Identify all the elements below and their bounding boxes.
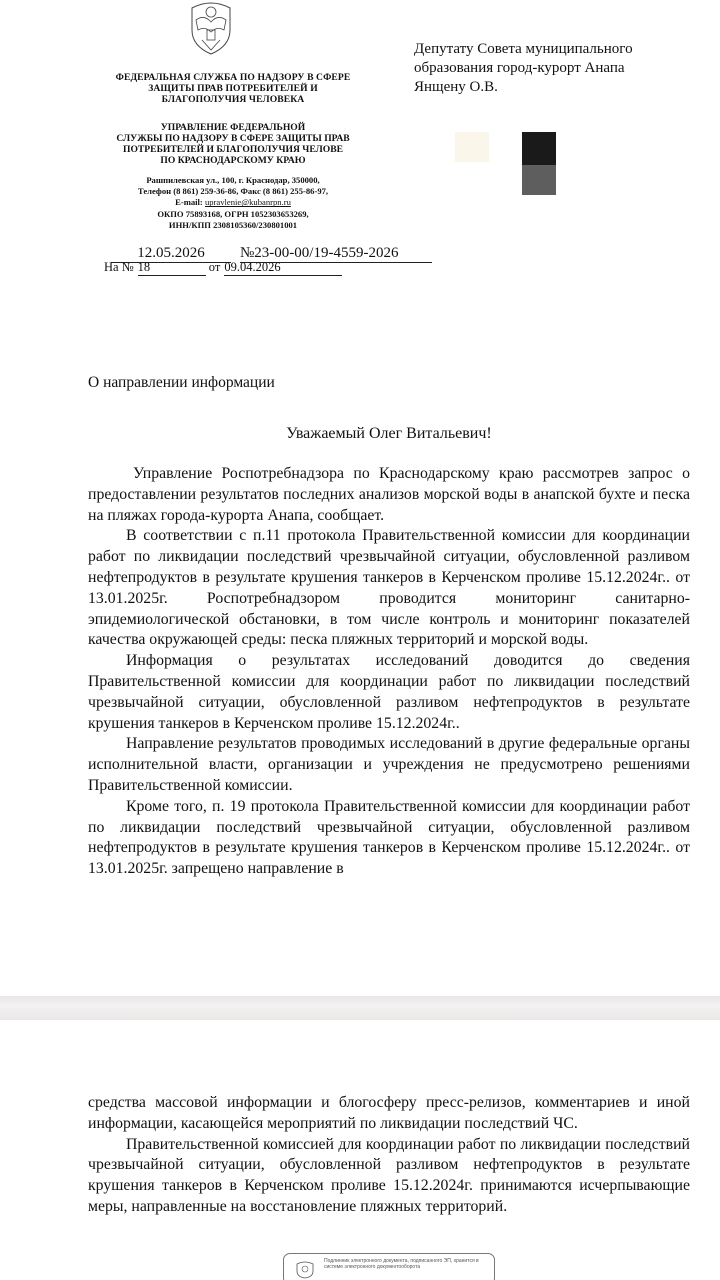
redaction-mark: [522, 165, 556, 195]
stamp-text: Подлинник электронного документа, подписанного ЭП, хранится в системе электронного документооборота: [324, 1258, 479, 1270]
redaction-mark: [455, 132, 489, 162]
reference-row: [104, 260, 342, 276]
department-line: ПОТРЕБИТЕЛЕЙ И БЛАГОПОЛУЧИЯ ЧЕЛОВЕ: [122, 144, 344, 155]
ref-number: 18: [138, 260, 206, 276]
recipient-block: [414, 40, 714, 97]
redaction-mark: [522, 132, 556, 165]
paragraph: Кроме того, п. 19 протокола Правительственной комиссии для координации работ по ликвидации последствий чрезвычайной ситуации, обусловленной разливом нефтепродуктов в результате крушения танкеров в Керченском проливе 15.12.2024г.. от 13.01.2025г. запрещено направление в: [88, 797, 690, 878]
paragraph: В соответствии с п.11 протокола Правительственной комиссии для координации работ по ликвидации последствий чрезвычайной ситуации, обусловленной разливом нефтепродуктов в результате крушения танкеров в Керченском проливе 15.12.2024г.. от 13.01.2025г. Роспотребнадзором проводится мониторинг санитарно-эпидемиологической обстановки, в том числе контроль и мониторинг показателей качества окружающей среды: песка пляжных территорий и морской воды.: [88, 527, 690, 649]
letter-body-page-2: [88, 1093, 690, 1218]
recipient-line: образования город-курорт Анапа: [414, 60, 625, 76]
recipient-line: Депутату Совета муниципального: [414, 41, 633, 57]
paragraph: средства массовой информации и блогосферу пресс-релизов, комментариев и иной информации, касающейся мероприятий по ликвидации последствий ЧС.: [88, 1094, 690, 1132]
email-link[interactable]: upravlenie@kubanrpn.ru: [204, 197, 291, 208]
paragraph: Управление Роспотребнадзора по Краснодарскому краю рассмотрев запрос о предоставлении результатов последних анализов морской воды в анапской бухте и песка на пляжах города-курорта Анапа, сообщает.: [88, 465, 690, 524]
phone-fax: Телефон (8 861) 259-36-86, Факс (8 861) 255-86-97,: [137, 186, 329, 197]
recipient-line: Янщену О.В.: [414, 79, 498, 95]
paragraph: Информация о результатах исследований доводится до сведения Правительственной комиссии для координации работ по ликвидации последствий чрезвычайной ситуации, обусловленной разливом нефтепродуктов в результате крушения танкеров в Керченском проливе 15.12.2024г..: [88, 652, 690, 732]
registration-date: 12.05.2026: [111, 245, 231, 263]
greeting: Уважаемый Олег Витальевич!: [286, 425, 492, 442]
paragraph: Правительственной комиссией для координации работ по ликвидации последствий чрезвычайной ситуации, обусловленной разливом нефтепродуктов в результате крушения танкеров в Керченском проливе 15.12.2024г. принимаются исчерпывающие меры, направленные на восстановление пляжных территорий.: [88, 1135, 690, 1215]
document-page-2: [0, 1020, 720, 1280]
ref-date: 09.04.2026: [224, 260, 342, 276]
email-label: E-mail:: [175, 197, 203, 208]
contact-block: [88, 175, 378, 231]
agency-name: [88, 72, 378, 106]
inn-kpp: ИНН/КПП 2308105360/230801001: [168, 219, 298, 230]
department-line: СЛУЖБЫ ПО НАДЗОРУ В СФЕРЕ ЗАЩИТЫ ПРАВ: [116, 133, 350, 144]
letter-body-page-1: [88, 464, 690, 880]
department-line: УПРАВЛЕНИЕ ФЕДЕРАЛЬНОЙ: [160, 122, 306, 133]
registration-number: №23-00-00/19-4559-2026: [240, 245, 432, 263]
paragraph: Направление результатов проводимых исследований в другие федеральные органы исполнительной власти, организации и учреждения не предусмотрено решениями Правительственной комиссии.: [88, 735, 690, 794]
agency-line: БЛАГОПОЛУЧИЯ ЧЕЛОВЕКА: [161, 94, 305, 106]
subject-line: О направлении информации: [88, 374, 275, 391]
agency-line: ЗАЩИТЫ ПРАВ ПОТРЕБИТЕЛЕЙ И: [148, 83, 318, 95]
page-separator: [0, 996, 720, 1020]
electronic-signature-stamp: [283, 1253, 495, 1280]
email-line: [88, 197, 378, 208]
ref-date-prefix: от: [208, 260, 221, 274]
address: Рашпилевская ул., 100, г. Краснодар, 350000,: [146, 175, 320, 185]
agency-line: ФЕДЕРАЛЬНАЯ СЛУЖБА ПО НАДЗОРУ В СФЕРЕ: [115, 72, 351, 83]
emblem-icon: [294, 1261, 316, 1279]
okpo-ogrn: ОКПО 75893168, ОГРН 1052303653269,: [157, 208, 309, 219]
department-line: ПО КРАСНОДАРСКОМУ КРАЮ: [160, 155, 306, 166]
department-name: [88, 122, 378, 166]
ref-prefix: На №: [104, 260, 134, 274]
coat-of-arms-icon: [180, 0, 242, 56]
